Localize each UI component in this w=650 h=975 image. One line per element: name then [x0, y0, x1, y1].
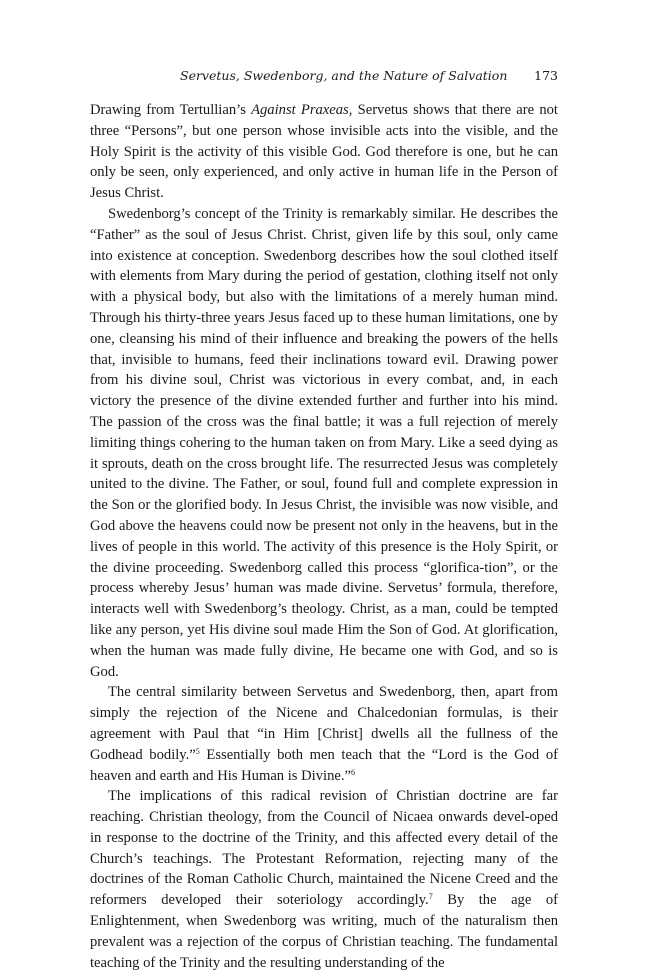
text-run: By the age of Enlightenment, when Swedenborg was writing, much of the naturalism then prevalent was a rejection of the corpus of Christian teaching. The fundamental teaching of the Trinity and the resulting understanding of the: [90, 892, 558, 971]
text-run: The central similarity between Servetus and Swedenborg, then, apart from simply the rejection of the Nicene and Chalcedonian formulas, is their agreement with Paul that “in Him [Christ] dwells all the fullness of the Godhead bodily.”: [90, 684, 558, 763]
running-title: Servetus, Swedenborg, and the Nature of Salvation: [180, 68, 508, 83]
paragraph-4: [90, 786, 558, 973]
footnote-ref-6: 6: [351, 767, 355, 777]
footnote-ref-7: 7: [428, 892, 433, 902]
paragraph-3: [90, 682, 558, 786]
text-run: , Servetus shows that there are not three “Persons”, but one person whose invisible acts into the visible, and the Holy Spirit is the activity of this visible God. God therefore is one, but he can only be seen, only experienced, and only active in human life in the Person of Jesus Christ.: [90, 102, 558, 202]
text-run: The implications of this radical revision of Christian doctrine are far reaching. Christian theology, from the Council of Nicaea onwards devel-oped in response to the doctrine of the Trinity, and this affected every detail of the Church’s teachings. The Protestant Reformation, rejecting many of the doctrines of the Roman Catholic Church, maintained the Nicene Creed and the reformers developed their soteriology accordingly.: [90, 788, 558, 909]
book-title-against-praxeas: Against Praxeas: [251, 102, 349, 118]
page-number: 173: [534, 68, 558, 83]
paragraph-1: [90, 100, 558, 204]
body-text: [90, 100, 558, 973]
footnote-ref-5: 5: [195, 746, 200, 756]
running-head: [90, 68, 558, 88]
paragraph-2: Swedenborg’s concept of the Trinity is remarkably similar. He describes the “Father” as the soul of Jesus Christ. Christ, given life by this soul, only came into existence at conception. Swedenborg describes how the soul clothed itself with elements from Mary during the period of gestation, clothing itself not only with a physical body, but also with the limitations of a merely human mind. Through his thirty-three years Jesus faced up to these human limitations, one by one, cleansing his mind of their influence and breaking the powers of the hells that, invisible to humans, feed their inclinations toward evil. Drawing power from his divine soul, Christ was victorious in every combat, and, in each victory the presence of the divine extended further and further into his mind. The passion of the cross was the final battle; it was a full rejection of merely limiting things cohering to the human taken on from Mary. Like a seed dying as it sprouts, death on the cross brought life. The resurrected Jesus was completely united to the divine. The Father, or soul, found full and complete expression in the Son or the glorified body. In Jesus Christ, the invisible was now visible, and God above the heavens could now be present not only in the heavens, but in the lives of people in this world. The activity of this presence is the Holy Spirit, or the divine proceeding. Swedenborg called this process “glorifica-tion”, or the process whereby Jesus’ human was made divine. Servetus’ formula, therefore, interacts well with Swedenborg’s theology. Christ, as a man, could be tempted like any person, yet His divine soul made Him the Son of God. At glorification, when the human was made fully divine, He became one with God, and so is God.: [90, 205, 558, 680]
text-run: Drawing from Tertullian’s: [90, 102, 252, 118]
text-run: Essentially both men teach that the “Lord is the God of heaven and earth and His Human is Divine.”: [90, 746, 558, 784]
